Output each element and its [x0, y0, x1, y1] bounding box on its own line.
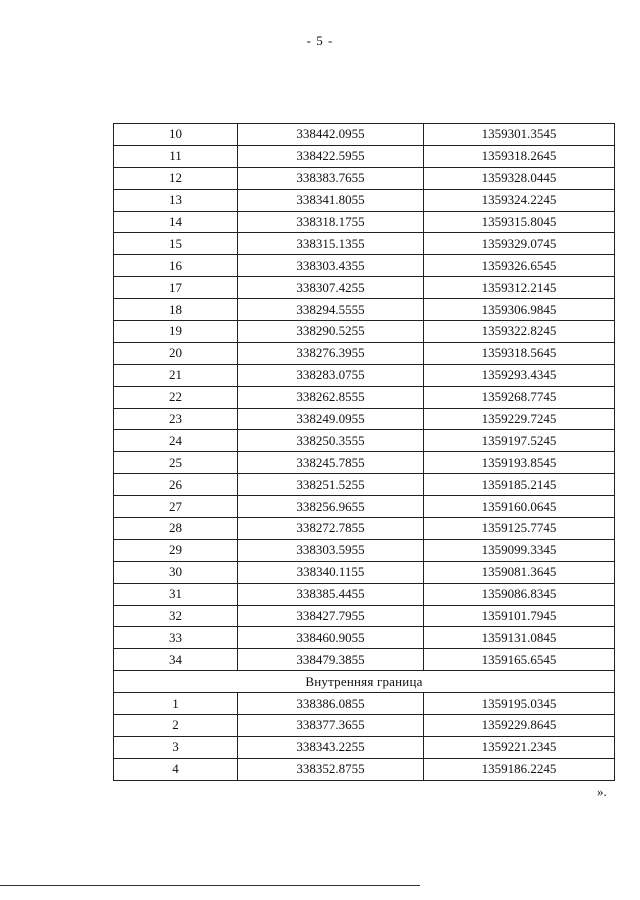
- point-number-cell: 17: [114, 277, 238, 299]
- y-coordinate-cell: 1359328.0445: [424, 167, 615, 189]
- point-number-cell: 28: [114, 518, 238, 540]
- table-row: [114, 124, 615, 146]
- y-coordinate-cell: 1359301.3545: [424, 124, 615, 146]
- y-coordinate-cell: 1359099.3345: [424, 539, 615, 561]
- point-number-cell: 15: [114, 233, 238, 255]
- x-coordinate-cell: 338315.1355: [238, 233, 424, 255]
- table-row: [114, 167, 615, 189]
- y-coordinate-cell: 1359329.0745: [424, 233, 615, 255]
- y-coordinate-cell: 1359185.2145: [424, 474, 615, 496]
- point-number-cell: 2: [114, 715, 238, 737]
- y-coordinate-cell: 1359324.2245: [424, 189, 615, 211]
- table-row: [114, 561, 615, 583]
- table-row: [114, 474, 615, 496]
- x-coordinate-cell: 338341.8055: [238, 189, 424, 211]
- point-number-cell: 23: [114, 408, 238, 430]
- point-number-cell: 3: [114, 736, 238, 758]
- y-coordinate-cell: 1359306.9845: [424, 299, 615, 321]
- y-coordinate-cell: 1359318.5645: [424, 342, 615, 364]
- x-coordinate-cell: 338290.5255: [238, 321, 424, 343]
- x-coordinate-cell: 338272.7855: [238, 518, 424, 540]
- coordinates-table-body: [114, 124, 615, 781]
- closing-quote-mark: ».: [597, 784, 607, 799]
- point-number-cell: 29: [114, 539, 238, 561]
- point-number-cell: 4: [114, 758, 238, 780]
- point-number-cell: 16: [114, 255, 238, 277]
- y-coordinate-cell: 1359193.8545: [424, 452, 615, 474]
- x-coordinate-cell: 338343.2255: [238, 736, 424, 758]
- table-row: [114, 277, 615, 299]
- x-coordinate-cell: 338294.5555: [238, 299, 424, 321]
- x-coordinate-cell: 338256.9655: [238, 496, 424, 518]
- x-coordinate-cell: 338250.3555: [238, 430, 424, 452]
- y-coordinate-cell: 1359165.6545: [424, 649, 615, 671]
- point-number-cell: 20: [114, 342, 238, 364]
- x-coordinate-cell: 338383.7655: [238, 167, 424, 189]
- point-number-cell: 30: [114, 561, 238, 583]
- x-coordinate-cell: 338352.8755: [238, 758, 424, 780]
- y-coordinate-cell: 1359326.6545: [424, 255, 615, 277]
- table-row: [114, 299, 615, 321]
- y-coordinate-cell: 1359312.2145: [424, 277, 615, 299]
- table-row: [114, 321, 615, 343]
- y-coordinate-cell: 1359131.0845: [424, 627, 615, 649]
- table-row: [114, 605, 615, 627]
- x-coordinate-cell: 338262.8555: [238, 386, 424, 408]
- x-coordinate-cell: 338245.7855: [238, 452, 424, 474]
- point-number-cell: 21: [114, 364, 238, 386]
- y-coordinate-cell: 1359221.2345: [424, 736, 615, 758]
- y-coordinate-cell: 1359318.2645: [424, 145, 615, 167]
- table-row: [114, 539, 615, 561]
- y-coordinate-cell: 1359086.8345: [424, 583, 615, 605]
- table-row: [114, 408, 615, 430]
- y-coordinate-cell: 1359160.0645: [424, 496, 615, 518]
- x-coordinate-cell: 338318.1755: [238, 211, 424, 233]
- x-coordinate-cell: 338276.3955: [238, 342, 424, 364]
- x-coordinate-cell: 338479.3855: [238, 649, 424, 671]
- x-coordinate-cell: 338460.9055: [238, 627, 424, 649]
- point-number-cell: 27: [114, 496, 238, 518]
- point-number-cell: 34: [114, 649, 238, 671]
- point-number-cell: 11: [114, 145, 238, 167]
- point-number-cell: 32: [114, 605, 238, 627]
- x-coordinate-cell: 338251.5255: [238, 474, 424, 496]
- point-number-cell: 25: [114, 452, 238, 474]
- table-row: [114, 496, 615, 518]
- point-number-cell: 13: [114, 189, 238, 211]
- table-row: [114, 342, 615, 364]
- point-number-cell: 33: [114, 627, 238, 649]
- y-coordinate-cell: 1359229.7245: [424, 408, 615, 430]
- table-row: [114, 649, 615, 671]
- x-coordinate-cell: 338442.0955: [238, 124, 424, 146]
- y-coordinate-cell: 1359081.3645: [424, 561, 615, 583]
- y-coordinate-cell: 1359315.8045: [424, 211, 615, 233]
- y-coordinate-cell: 1359101.7945: [424, 605, 615, 627]
- table-row: [114, 189, 615, 211]
- table-row: [114, 430, 615, 452]
- table-row: [114, 736, 615, 758]
- y-coordinate-cell: 1359186.2245: [424, 758, 615, 780]
- table-row: [114, 693, 615, 715]
- point-number-cell: 18: [114, 299, 238, 321]
- y-coordinate-cell: 1359268.7745: [424, 386, 615, 408]
- x-coordinate-cell: 338283.0755: [238, 364, 424, 386]
- table-row: [114, 758, 615, 780]
- x-coordinate-cell: 338303.4355: [238, 255, 424, 277]
- point-number-cell: 26: [114, 474, 238, 496]
- table-row: [114, 452, 615, 474]
- point-number-cell: 31: [114, 583, 238, 605]
- y-coordinate-cell: 1359293.4345: [424, 364, 615, 386]
- point-number-cell: 10: [114, 124, 238, 146]
- point-number-cell: 19: [114, 321, 238, 343]
- x-coordinate-cell: 338422.5955: [238, 145, 424, 167]
- table-row: [114, 386, 615, 408]
- x-coordinate-cell: 338307.4255: [238, 277, 424, 299]
- table-row: [114, 583, 615, 605]
- y-coordinate-cell: 1359125.7745: [424, 518, 615, 540]
- table-row: [114, 255, 615, 277]
- x-coordinate-cell: 338377.3655: [238, 715, 424, 737]
- point-number-cell: 12: [114, 167, 238, 189]
- y-coordinate-cell: 1359229.8645: [424, 715, 615, 737]
- inner-boundary-heading: Внутренняя граница: [114, 671, 615, 693]
- x-coordinate-cell: 338340.1155: [238, 561, 424, 583]
- point-number-cell: 22: [114, 386, 238, 408]
- table-row: [114, 211, 615, 233]
- table-row: [114, 518, 615, 540]
- x-coordinate-cell: 338427.7955: [238, 605, 424, 627]
- section-row: [114, 671, 615, 693]
- table-row: [114, 627, 615, 649]
- coordinates-table: [113, 123, 615, 781]
- point-number-cell: 1: [114, 693, 238, 715]
- table-row: [114, 364, 615, 386]
- y-coordinate-cell: 1359322.8245: [424, 321, 615, 343]
- table-row: [114, 145, 615, 167]
- point-number-cell: 24: [114, 430, 238, 452]
- point-number-cell: 14: [114, 211, 238, 233]
- footer-rule: [0, 885, 420, 886]
- x-coordinate-cell: 338385.4455: [238, 583, 424, 605]
- x-coordinate-cell: 338386.0855: [238, 693, 424, 715]
- table-row: [114, 715, 615, 737]
- y-coordinate-cell: 1359197.5245: [424, 430, 615, 452]
- x-coordinate-cell: 338249.0955: [238, 408, 424, 430]
- x-coordinate-cell: 338303.5955: [238, 539, 424, 561]
- table-row: [114, 233, 615, 255]
- y-coordinate-cell: 1359195.0345: [424, 693, 615, 715]
- page-number: - 5 -: [306, 33, 334, 48]
